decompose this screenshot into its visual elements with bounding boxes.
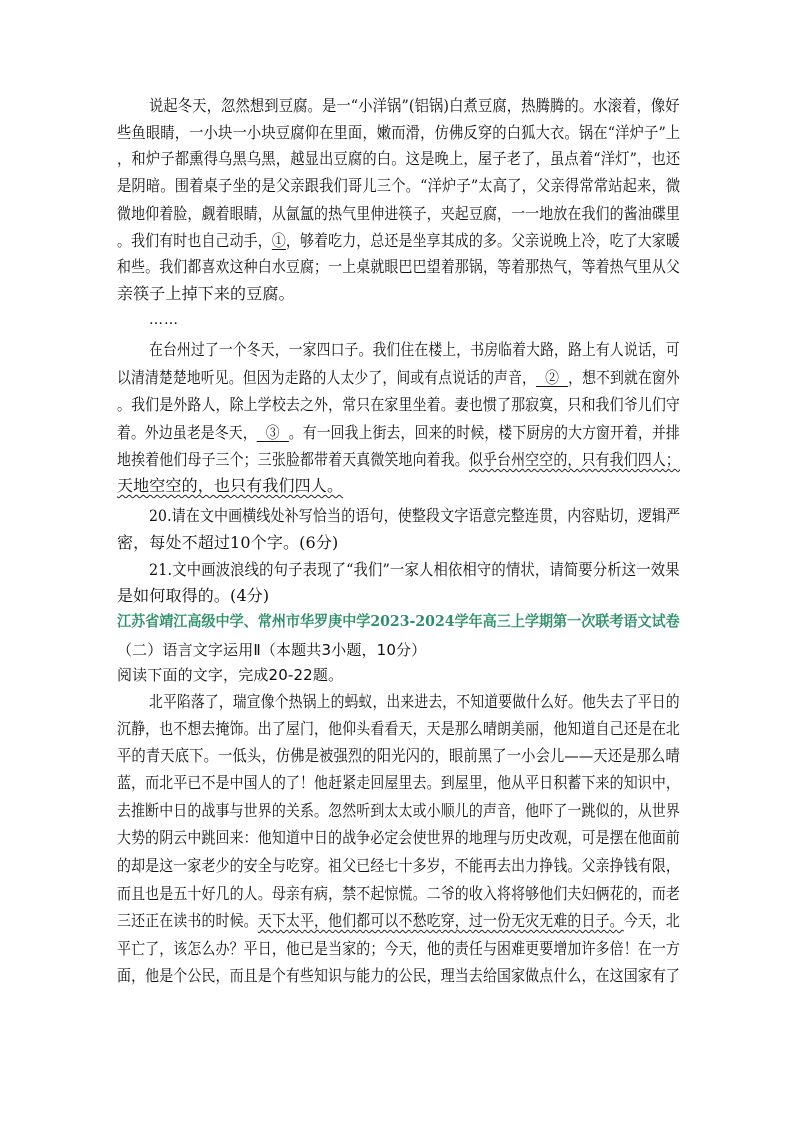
blank-1: ① (271, 231, 286, 250)
passage1-line (117, 368, 680, 388)
text-segment: 。我们有时也自己动手， (117, 231, 272, 250)
passage2-line: 面，他是个公民，而且是个有些知识与能力的公民，理当去给国家做点什么，在这国家有了 (117, 966, 681, 985)
section-heading: （二）语言文字运用Ⅱ（本题共3小题，10分） (117, 641, 427, 659)
text-segment: ，够着吃力，总还是坐享其成的多。父亲说晚上冷，吃了大家暖 (285, 231, 681, 250)
passage2-line (117, 911, 680, 931)
wavy-underlined-sentence: 天下太平，他们都可以不愁吃穿，过一份无灾无难的日子。 (257, 911, 624, 930)
passage2-line: 去推断中日的战事与世界的关系。忽然听到太太或小顺儿的声音，他吓了一跳似的，从世界 (117, 801, 681, 820)
passage1-line (117, 450, 680, 470)
wavy-underlined-sentence: 天地空空的，也只有我们四人。 (117, 476, 344, 495)
passage2-line: 的却是这一家老少的安全与吃穿。祖父已经七十多岁，不能再去出力挣钱。父亲挣钱有限， (117, 856, 681, 875)
passage1-line: 是阴暗。围着桌子坐的是父亲跟我们哥儿三个。“洋炉子”太高了，父亲得常常站起来，微 (117, 176, 681, 195)
passage1-line: 微地仰着脸，觑着眼睛，从氤氲的热气里伸进筷子，夹起豆腐，一一地放在我们的酱油碟里 (117, 204, 681, 223)
passage2-line: 蓝，而北平已不是中国人的了！他赶紧走回屋里去。到屋里，他从平日积蓄下来的知识中， (117, 773, 681, 792)
text-segment: 着。外边虽老是冬天， (117, 423, 257, 442)
passage2-line: 大势的阴云中跳回来：他知道中日的战争必定会使世界的地理与历史改观，可是摆在他面前 (117, 828, 681, 847)
question-21-cont: 是如何取得的。(4分) (117, 586, 270, 605)
passage2-line: 平的青天底下。一低头，仿佛是被强烈的阳光闪的，眼前黑了一小会儿——天还是那么晴 (117, 746, 680, 765)
blank-number: ③ (265, 423, 280, 442)
text-segment: 。有一回我上街去，回来的时候，楼下厨房的大方窗开着，并排 (288, 423, 680, 442)
passage1-line: 亲筷子上掉下来的豆腐。 (117, 284, 295, 303)
passage1-line: 些鱼眼睛，一小块一小块豆腐仰在里面，嫩而滑，仿佛反穿的白狐大衣。锅在“洋炉子”上 (117, 123, 681, 142)
blank-number: ② (545, 368, 560, 387)
passage2-line: 北平陷落了，瑞宣像个热锅上的蚂蚁，出来进去，不知道要做什么好。他失去了平日的 (149, 692, 680, 711)
passage1-line (117, 423, 680, 443)
wavy-underlined-sentence: 似乎台州空空的，只有我们四人； (468, 450, 681, 469)
passage1-line: 和些。我们都喜欢这种白水豆腐；一上桌就眼巴巴望着那锅，等着那热气，等着热气里从父 (117, 257, 681, 276)
ellipsis: …… (149, 312, 179, 328)
question-21: 21.文中画波浪线的句子表现了“我们”一家人相依相守的情状，请简要分析这一效果 (149, 560, 680, 579)
passage2-line: 而且也是五十好几的人。母亲有病，禁不起惊慌。二爷的收入将将够他们夫妇俩花的，而老 (117, 884, 681, 903)
text-segment: 以清清楚楚地听见。但因为走路的人太少了，间或有点说话的声音， (117, 368, 537, 387)
section-instruction: 阅读下面的文字，完成20-22题。 (117, 666, 344, 684)
text-segment: 地挨着他们母子三个；三张脸都带着天真微笑地向着我。 (117, 450, 469, 469)
text-segment: 三还正在读书的时候。 (117, 911, 258, 930)
passage1-line (117, 476, 343, 496)
question-20: 20.请在文中画横线处补写恰当的语句，使整段文字语意完整连贯，内容贴切，逻辑严 (149, 506, 681, 525)
passage2-line: 平亡了，该怎么办？平日，他已是当家的；今天，他的责任与困难更要增加许多倍！在一方 (117, 939, 681, 958)
passage1-line (117, 231, 680, 251)
text-segment: ，想不到就在窗外 (568, 368, 680, 387)
blank-2 (536, 368, 568, 387)
blank-3 (257, 423, 289, 442)
passage1-line: 。我们是外路人，除上学校去之外，常只在家里坐着。妻也惯了那寂寞，只和我们爷儿们守 (117, 395, 681, 414)
passage2-line: 沉静，也不想去掩饰。出了屋门，他仰头看看天，天是那么晴朗美丽，他知道自己还是在北 (117, 719, 681, 738)
text-segment: 今天，北 (623, 911, 681, 930)
source-title: 江苏省靖江高级中学、常州市华罗庚中学2023-2024学年高三上学期第一次联考语文试卷 (117, 612, 680, 630)
passage1-line: 说起冬天，忽然想到豆腐。是一“小洋锅”(铝锅)白煮豆腐，热腾腾的。水滚着，像好 (149, 96, 680, 115)
passage1-line: ，和炉子都熏得乌黑乌黑，越显出豆腐的白。这是晚上，屋子老了，虽点着“洋灯”，也还 (117, 149, 681, 168)
passage1-line: 在台州过了一个冬天，一家四口子。我们住在楼上，书房临着大路，路上有人说话，可 (149, 340, 680, 359)
question-20-cont: 密，每处不超过10个字。(6分) (117, 533, 339, 552)
